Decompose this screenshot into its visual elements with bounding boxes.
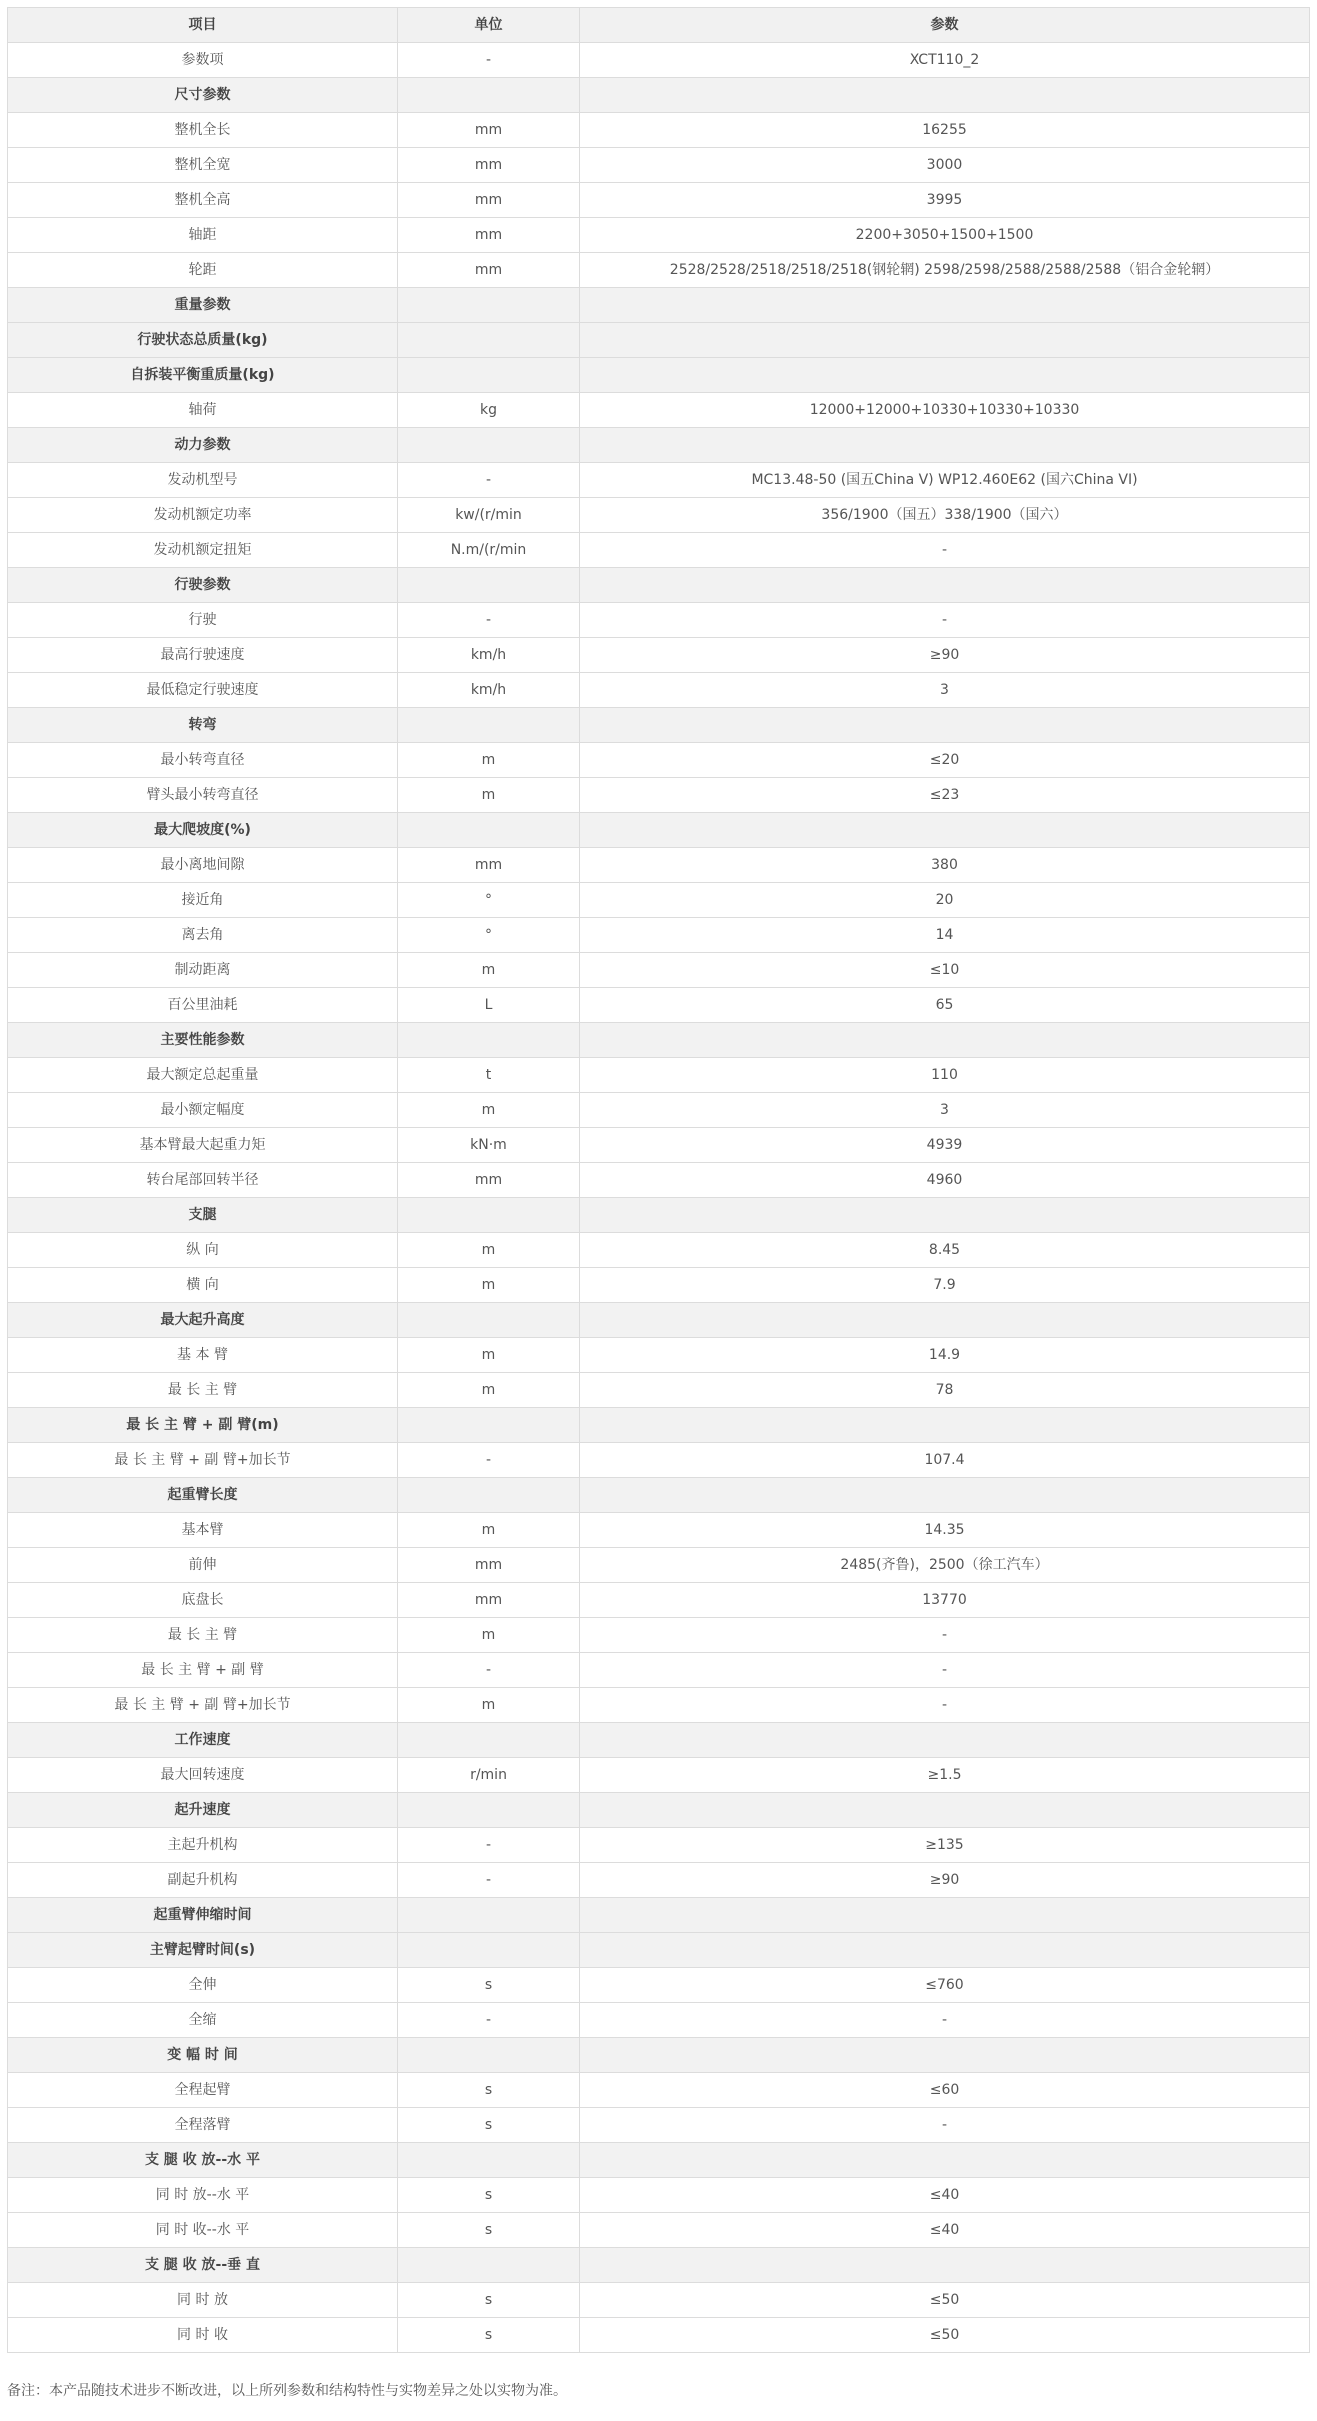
cell-unit <box>398 2143 580 2178</box>
cell-item: 全程起臂 <box>8 2073 398 2108</box>
cell-value: 2485(齐鲁)，2500（徐工汽车） <box>580 1548 1310 1583</box>
cell-value <box>580 1933 1310 1968</box>
cell-item: 转台尾部回转半径 <box>8 1163 398 1198</box>
section-row <box>8 78 1310 113</box>
cell-value <box>580 1408 1310 1443</box>
cell-item: 最 长 主 臂 <box>8 1373 398 1408</box>
cell-item: 工作速度 <box>8 1723 398 1758</box>
cell-item: 同 时 收--水 平 <box>8 2213 398 2248</box>
cell-value: 380 <box>580 848 1310 883</box>
table-row <box>8 1058 1310 1093</box>
cell-value: - <box>580 1653 1310 1688</box>
cell-item: 最 长 主 臂 + 副 臂+加长节 <box>8 1688 398 1723</box>
cell-item: 发动机额定功率 <box>8 498 398 533</box>
cell-value: 356/1900（国五）338/1900（国六） <box>580 498 1310 533</box>
cell-item: 起重臂长度 <box>8 1478 398 1513</box>
cell-value <box>580 568 1310 603</box>
cell-item: 整机全宽 <box>8 148 398 183</box>
cell-item: 尺寸参数 <box>8 78 398 113</box>
header-item: 项目 <box>8 8 398 43</box>
cell-item: 纵 向 <box>8 1233 398 1268</box>
table-row <box>8 1688 1310 1723</box>
cell-unit <box>398 2248 580 2283</box>
table-row <box>8 1513 1310 1548</box>
cell-item: 支腿 <box>8 1198 398 1233</box>
cell-unit: mm <box>398 218 580 253</box>
cell-item: 最 长 主 臂 + 副 臂 <box>8 1653 398 1688</box>
table-body <box>8 43 1310 2353</box>
cell-value: 65 <box>580 988 1310 1023</box>
cell-item: 最 长 主 臂 + 副 臂+加长节 <box>8 1443 398 1478</box>
cell-item: 全缩 <box>8 2003 398 2038</box>
cell-item: 最 长 主 臂 <box>8 1618 398 1653</box>
section-row <box>8 1198 1310 1233</box>
cell-unit: m <box>398 1233 580 1268</box>
cell-value: 3 <box>580 673 1310 708</box>
cell-value: - <box>580 603 1310 638</box>
cell-unit <box>398 2038 580 2073</box>
cell-value: 20 <box>580 883 1310 918</box>
section-row <box>8 1933 1310 1968</box>
table-row <box>8 1163 1310 1198</box>
cell-unit: mm <box>398 1583 580 1618</box>
cell-value: 2528/2528/2518/2518/2518(钢轮辋) 2598/2598/2588/2588/2588（铝合金轮辋） <box>580 253 1310 288</box>
cell-unit: km/h <box>398 673 580 708</box>
table-row <box>8 2283 1310 2318</box>
cell-value <box>580 813 1310 848</box>
table-row <box>8 1968 1310 2003</box>
cell-value <box>580 1723 1310 1758</box>
table-row <box>8 1373 1310 1408</box>
cell-item: 最 长 主 臂 + 副 臂(m) <box>8 1408 398 1443</box>
header-value: 参数 <box>580 8 1310 43</box>
cell-item: 动力参数 <box>8 428 398 463</box>
table-row <box>8 743 1310 778</box>
cell-value: ≤50 <box>580 2283 1310 2318</box>
cell-unit: m <box>398 953 580 988</box>
cell-value: ≤60 <box>580 2073 1310 2108</box>
cell-unit: s <box>398 2178 580 2213</box>
cell-value: - <box>580 1618 1310 1653</box>
section-row <box>8 1408 1310 1443</box>
table-row <box>8 603 1310 638</box>
cell-item: 自拆装平衡重质量(kg) <box>8 358 398 393</box>
cell-value: 3 <box>580 1093 1310 1128</box>
cell-unit: s <box>398 1968 580 2003</box>
table-row <box>8 1233 1310 1268</box>
cell-unit <box>398 1478 580 1513</box>
cell-unit <box>398 1723 580 1758</box>
cell-item: 同 时 放 <box>8 2283 398 2318</box>
section-row <box>8 1898 1310 1933</box>
cell-item: 行驶状态总质量(kg) <box>8 323 398 358</box>
table-row <box>8 953 1310 988</box>
cell-value: 2200+3050+1500+1500 <box>580 218 1310 253</box>
table-row <box>8 183 1310 218</box>
cell-unit: mm <box>398 148 580 183</box>
cell-value <box>580 358 1310 393</box>
cell-item: 变 幅 时 间 <box>8 2038 398 2073</box>
cell-unit: - <box>398 1653 580 1688</box>
cell-item: 最小离地间隙 <box>8 848 398 883</box>
section-row <box>8 323 1310 358</box>
cell-unit: - <box>398 1863 580 1898</box>
cell-unit: - <box>398 463 580 498</box>
cell-item: 最大起升高度 <box>8 1303 398 1338</box>
cell-unit: km/h <box>398 638 580 673</box>
cell-unit <box>398 1023 580 1058</box>
table-row <box>8 1863 1310 1898</box>
cell-unit: mm <box>398 1163 580 1198</box>
cell-item: 轴荷 <box>8 393 398 428</box>
table-row <box>8 1618 1310 1653</box>
cell-value: ≤760 <box>580 1968 1310 2003</box>
cell-unit: m <box>398 1093 580 1128</box>
table-row <box>8 2178 1310 2213</box>
table-row <box>8 533 1310 568</box>
cell-value: - <box>580 533 1310 568</box>
cell-value: 14.9 <box>580 1338 1310 1373</box>
cell-unit: r/min <box>398 1758 580 1793</box>
table-header-row <box>8 8 1310 43</box>
table-row <box>8 638 1310 673</box>
cell-item: 主起升机构 <box>8 1828 398 1863</box>
cell-unit: - <box>398 1443 580 1478</box>
section-row <box>8 288 1310 323</box>
cell-unit <box>398 1933 580 1968</box>
table-row <box>8 1338 1310 1373</box>
table-row <box>8 778 1310 813</box>
cell-unit <box>398 708 580 743</box>
cell-value <box>580 2038 1310 2073</box>
cell-value: 4939 <box>580 1128 1310 1163</box>
cell-unit: m <box>398 1513 580 1548</box>
cell-item: 起重臂伸缩时间 <box>8 1898 398 1933</box>
cell-unit <box>398 1898 580 1933</box>
cell-item: 基本臂 <box>8 1513 398 1548</box>
cell-unit <box>398 568 580 603</box>
cell-value: 13770 <box>580 1583 1310 1618</box>
cell-item: 整机全高 <box>8 183 398 218</box>
cell-item: 同 时 放--水 平 <box>8 2178 398 2213</box>
cell-unit: N.m/(r/min <box>398 533 580 568</box>
footnote: 备注：本产品随技术进步不断改进，以上所列参数和结构特性与实物差异之处以实物为准。 <box>7 2383 567 2399</box>
cell-item: 支 腿 收 放--水 平 <box>8 2143 398 2178</box>
table-row <box>8 113 1310 148</box>
cell-unit: m <box>398 778 580 813</box>
section-row <box>8 1023 1310 1058</box>
cell-value <box>580 708 1310 743</box>
table-row <box>8 253 1310 288</box>
cell-unit: s <box>398 2318 580 2353</box>
cell-value: - <box>580 2003 1310 2038</box>
cell-value: ≥135 <box>580 1828 1310 1863</box>
table-row <box>8 43 1310 78</box>
cell-unit: kN·m <box>398 1128 580 1163</box>
table-row <box>8 1758 1310 1793</box>
cell-unit: s <box>398 2073 580 2108</box>
cell-item: 整机全长 <box>8 113 398 148</box>
cell-unit <box>398 288 580 323</box>
cell-item: 全程落臂 <box>8 2108 398 2143</box>
cell-value <box>580 1793 1310 1828</box>
cell-item: 起升速度 <box>8 1793 398 1828</box>
table-row <box>8 218 1310 253</box>
cell-value: 78 <box>580 1373 1310 1408</box>
cell-item: 支 腿 收 放--垂 直 <box>8 2248 398 2283</box>
cell-item: 最大回转速度 <box>8 1758 398 1793</box>
cell-value <box>580 2143 1310 2178</box>
cell-value <box>580 428 1310 463</box>
cell-unit: - <box>398 1828 580 1863</box>
cell-value: 8.45 <box>580 1233 1310 1268</box>
table-row <box>8 848 1310 883</box>
cell-unit: ° <box>398 918 580 953</box>
cell-unit: s <box>398 2108 580 2143</box>
cell-value: ≥1.5 <box>580 1758 1310 1793</box>
cell-unit <box>398 1198 580 1233</box>
table-row <box>8 2003 1310 2038</box>
table-row <box>8 2108 1310 2143</box>
table-row <box>8 1583 1310 1618</box>
cell-unit: - <box>398 43 580 78</box>
cell-unit <box>398 323 580 358</box>
cell-item: 行驶参数 <box>8 568 398 603</box>
table-row <box>8 1443 1310 1478</box>
cell-value: 107.4 <box>580 1443 1310 1478</box>
section-row <box>8 2038 1310 2073</box>
cell-value: 16255 <box>580 113 1310 148</box>
cell-unit: s <box>398 2213 580 2248</box>
section-row <box>8 1478 1310 1513</box>
table-row <box>8 883 1310 918</box>
cell-value <box>580 78 1310 113</box>
section-row <box>8 568 1310 603</box>
section-row <box>8 2143 1310 2178</box>
cell-value <box>580 1478 1310 1513</box>
cell-value: - <box>580 1688 1310 1723</box>
cell-unit: m <box>398 1688 580 1723</box>
section-row <box>8 708 1310 743</box>
cell-unit: kw/(r/min <box>398 498 580 533</box>
cell-value: XCT110_2 <box>580 43 1310 78</box>
cell-item: 基 本 臂 <box>8 1338 398 1373</box>
cell-value: ≥90 <box>580 638 1310 673</box>
cell-value: 110 <box>580 1058 1310 1093</box>
cell-item: 横 向 <box>8 1268 398 1303</box>
header-unit: 单位 <box>398 8 580 43</box>
table-row <box>8 673 1310 708</box>
cell-item: 最高行驶速度 <box>8 638 398 673</box>
cell-item: 最小转弯直径 <box>8 743 398 778</box>
cell-value <box>580 1198 1310 1233</box>
cell-item: 接近角 <box>8 883 398 918</box>
table-row <box>8 1268 1310 1303</box>
section-row <box>8 358 1310 393</box>
cell-item: 离去角 <box>8 918 398 953</box>
table-row <box>8 2073 1310 2108</box>
cell-item: 行驶 <box>8 603 398 638</box>
table-row <box>8 1653 1310 1688</box>
section-row <box>8 1723 1310 1758</box>
cell-unit: mm <box>398 183 580 218</box>
cell-value: 3995 <box>580 183 1310 218</box>
cell-unit: L <box>398 988 580 1023</box>
cell-value: - <box>580 2108 1310 2143</box>
cell-value: 7.9 <box>580 1268 1310 1303</box>
cell-value <box>580 1898 1310 1933</box>
cell-value: ≤40 <box>580 2178 1310 2213</box>
table-row <box>8 2213 1310 2248</box>
table-row <box>8 1093 1310 1128</box>
cell-item: 轴距 <box>8 218 398 253</box>
cell-value <box>580 2248 1310 2283</box>
cell-item: 主臂起臂时间(s) <box>8 1933 398 1968</box>
cell-value: ≤23 <box>580 778 1310 813</box>
table-row <box>8 393 1310 428</box>
table-row <box>8 1828 1310 1863</box>
cell-unit: - <box>398 603 580 638</box>
cell-value: 14.35 <box>580 1513 1310 1548</box>
cell-item: 参数项 <box>8 43 398 78</box>
cell-unit: - <box>398 2003 580 2038</box>
spec-table <box>7 7 1310 2353</box>
cell-item: 最大爬坡度(%) <box>8 813 398 848</box>
cell-item: 副起升机构 <box>8 1863 398 1898</box>
cell-unit <box>398 1793 580 1828</box>
cell-value: 14 <box>580 918 1310 953</box>
cell-unit: s <box>398 2283 580 2318</box>
cell-unit: m <box>398 1618 580 1653</box>
section-row <box>8 1303 1310 1338</box>
cell-item: 基本臂最大起重力矩 <box>8 1128 398 1163</box>
cell-unit: mm <box>398 848 580 883</box>
cell-unit: ° <box>398 883 580 918</box>
cell-value: ≥90 <box>580 1863 1310 1898</box>
cell-unit <box>398 813 580 848</box>
table-row <box>8 918 1310 953</box>
cell-item: 前伸 <box>8 1548 398 1583</box>
cell-unit: m <box>398 743 580 778</box>
section-row <box>8 1793 1310 1828</box>
cell-unit: mm <box>398 253 580 288</box>
section-row <box>8 813 1310 848</box>
cell-item: 发动机型号 <box>8 463 398 498</box>
table-row <box>8 2318 1310 2353</box>
table-row <box>8 988 1310 1023</box>
cell-item: 全伸 <box>8 1968 398 2003</box>
cell-unit: mm <box>398 113 580 148</box>
cell-unit: kg <box>398 393 580 428</box>
table-row <box>8 498 1310 533</box>
cell-unit <box>398 1408 580 1443</box>
cell-item: 臂头最小转弯直径 <box>8 778 398 813</box>
section-row <box>8 428 1310 463</box>
cell-item: 百公里油耗 <box>8 988 398 1023</box>
cell-value: ≤50 <box>580 2318 1310 2353</box>
cell-unit <box>398 1303 580 1338</box>
cell-item: 转弯 <box>8 708 398 743</box>
cell-item: 重量参数 <box>8 288 398 323</box>
table-row <box>8 1128 1310 1163</box>
cell-item: 最低稳定行驶速度 <box>8 673 398 708</box>
cell-item: 制动距离 <box>8 953 398 988</box>
section-row <box>8 2248 1310 2283</box>
cell-unit: t <box>398 1058 580 1093</box>
table-row <box>8 1548 1310 1583</box>
cell-unit: m <box>398 1338 580 1373</box>
cell-unit: m <box>398 1268 580 1303</box>
cell-item: 最小额定幅度 <box>8 1093 398 1128</box>
table-row <box>8 148 1310 183</box>
cell-value <box>580 1303 1310 1338</box>
cell-value: ≤20 <box>580 743 1310 778</box>
cell-value: 3000 <box>580 148 1310 183</box>
cell-value: 4960 <box>580 1163 1310 1198</box>
cell-unit <box>398 358 580 393</box>
cell-value <box>580 323 1310 358</box>
table-row <box>8 463 1310 498</box>
cell-unit: m <box>398 1373 580 1408</box>
cell-item: 发动机额定扭矩 <box>8 533 398 568</box>
cell-item: 轮距 <box>8 253 398 288</box>
cell-item: 底盘长 <box>8 1583 398 1618</box>
cell-value <box>580 288 1310 323</box>
cell-item: 主要性能参数 <box>8 1023 398 1058</box>
cell-item: 同 时 收 <box>8 2318 398 2353</box>
cell-value <box>580 1023 1310 1058</box>
cell-unit <box>398 78 580 113</box>
cell-unit <box>398 428 580 463</box>
cell-value: ≤40 <box>580 2213 1310 2248</box>
cell-value: 12000+12000+10330+10330+10330 <box>580 393 1310 428</box>
cell-value: MC13.48-50 (国五China V) WP12.460E62 (国六China VI) <box>580 463 1310 498</box>
cell-item: 最大额定总起重量 <box>8 1058 398 1093</box>
cell-unit: mm <box>398 1548 580 1583</box>
cell-value: ≤10 <box>580 953 1310 988</box>
